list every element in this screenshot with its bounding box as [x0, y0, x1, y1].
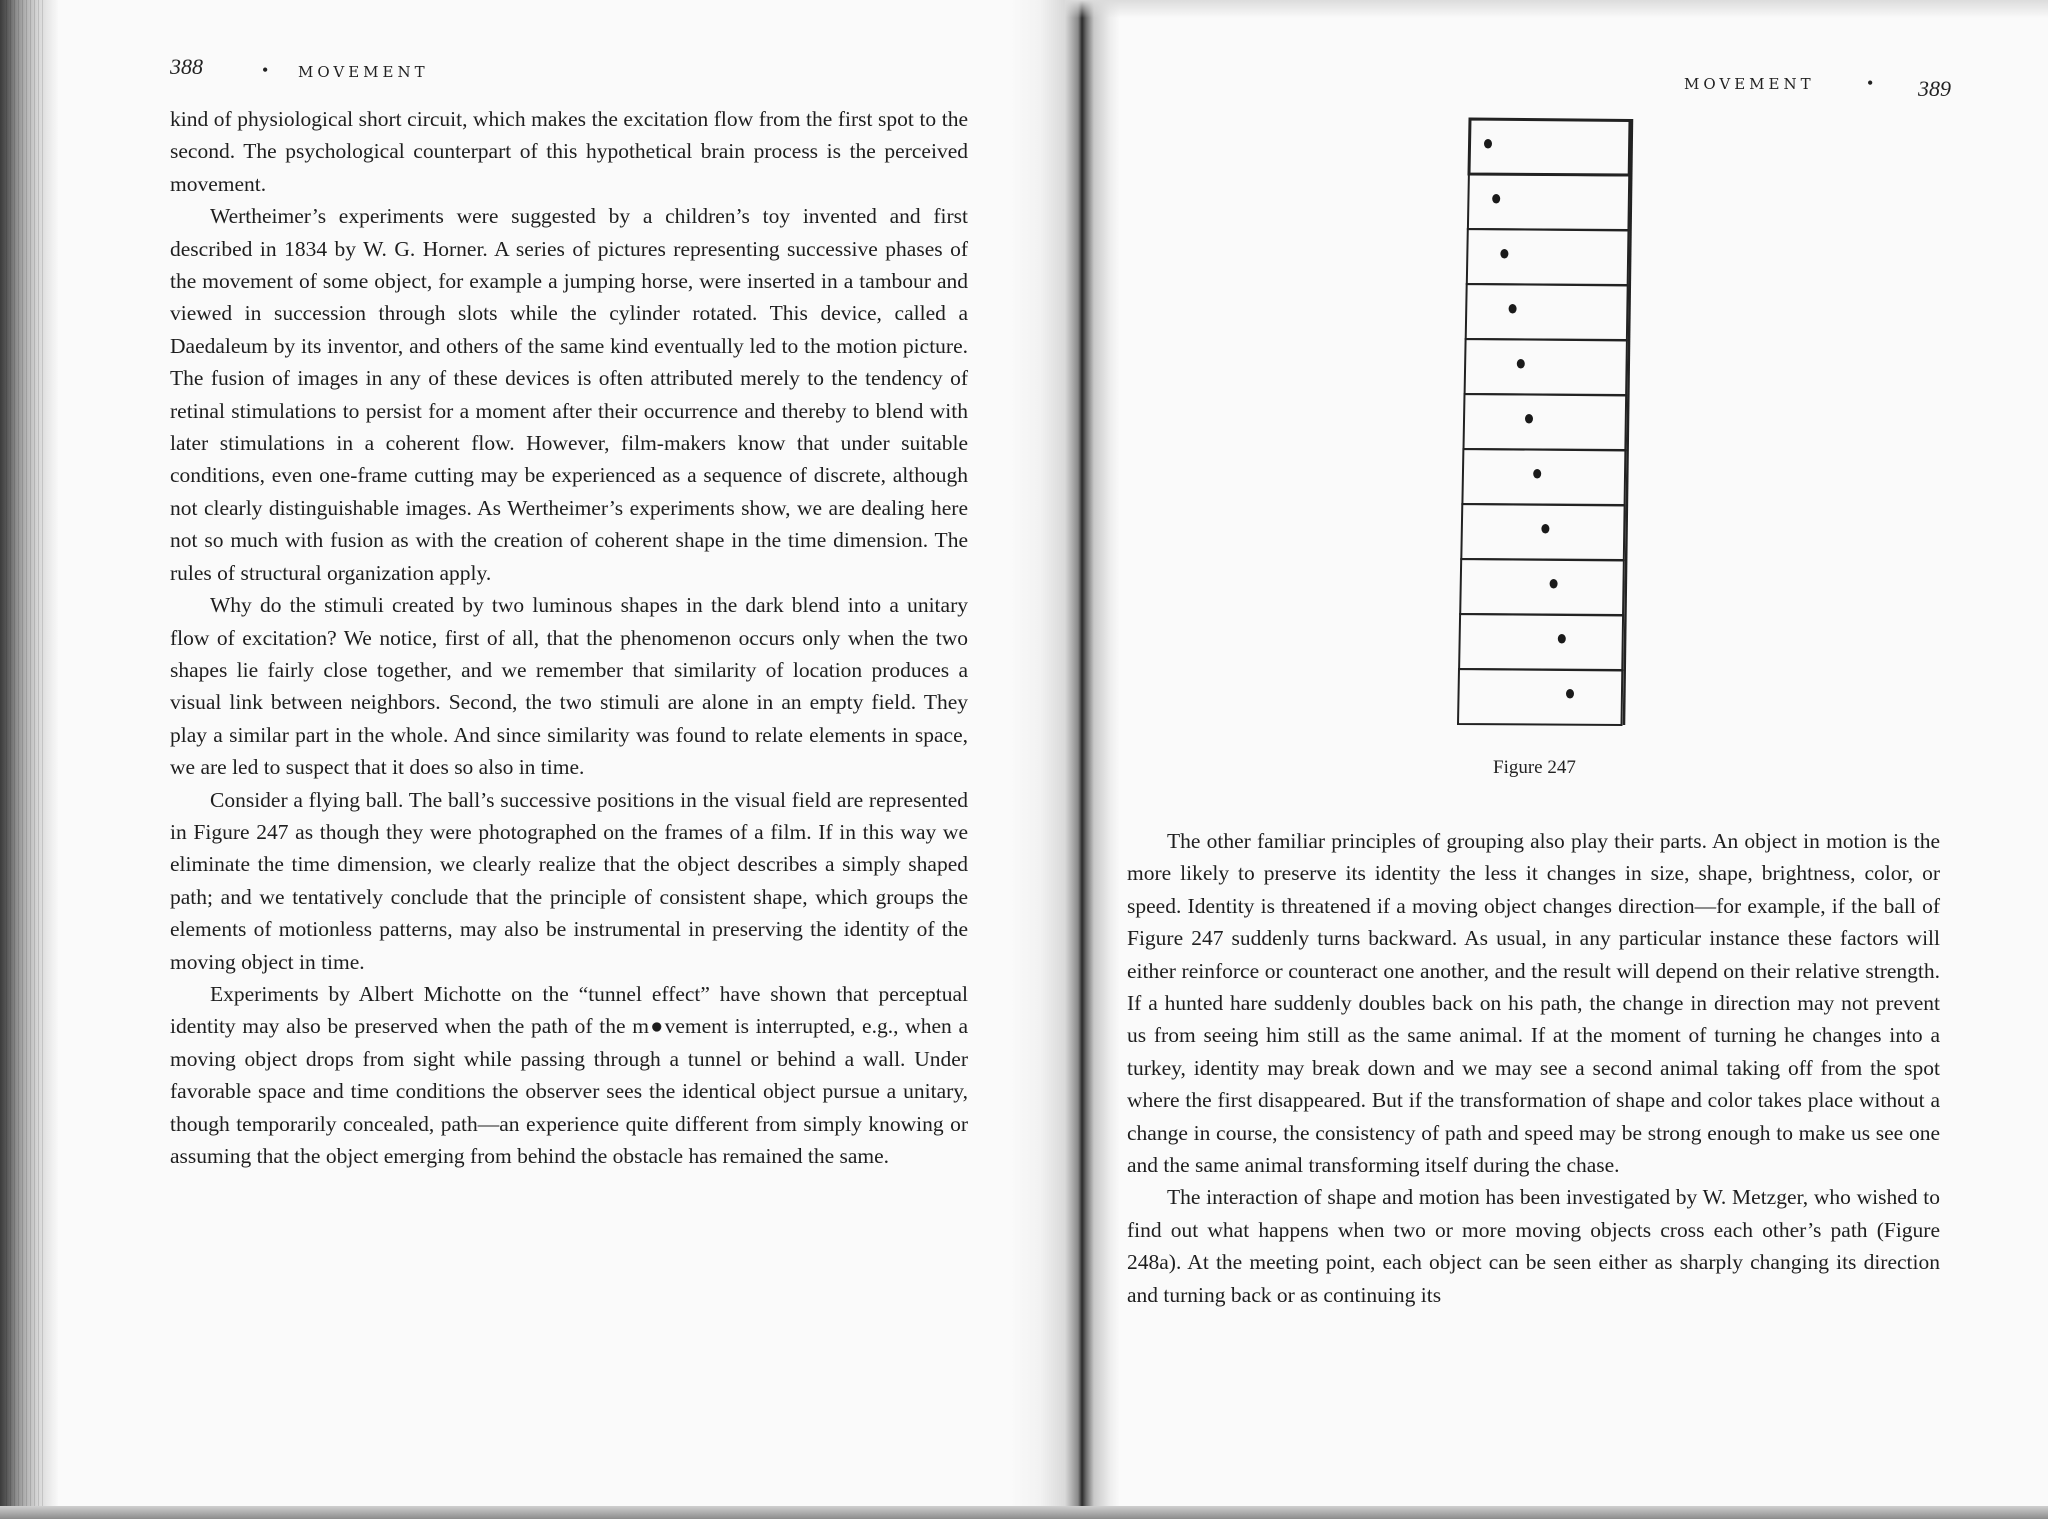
ball-dot — [1541, 524, 1549, 534]
film-frame — [1467, 229, 1629, 285]
ball-dot — [1492, 194, 1500, 204]
ball-dot — [1533, 469, 1541, 479]
right-page-body — [1127, 825, 1940, 1311]
ball-dot — [1566, 689, 1574, 699]
left-page-body — [170, 103, 968, 1172]
running-head-left: MOVEMENT — [298, 63, 429, 81]
paragraph: Wertheimer’s experiments were suggested by a children’s toy invented and first described in 1834 by W. G. Horner. A series of pictures representing successive phases of the movement of some object, for example a jumping horse, were inserted in a tambour and viewed in succession through slots while the cylinder rotated. This device, called a Daedaleum by its inventor, and others of the same kind eventually led to the motion picture. The fusion of images in any of these devices is often attributed merely to the tendency of retinal stimulations to persist for a moment after their occurrence and thereby to blend with later stimulations in a coherent flow. However, film-makers know that under suitable conditions, even one-frame cutting may be experienced as a sequence of discrete, although not clearly distinguishable images. As Wertheimer’s experiments show, we are dealing here not so much with fusion as with the creation of coherent shape in the time dimension. The rules of structural organization apply. — [170, 204, 968, 585]
film-frame — [1458, 669, 1622, 725]
film-frame — [1459, 614, 1623, 670]
film-frame — [1469, 119, 1630, 175]
ball-dot — [1525, 414, 1533, 424]
ball-dot — [1500, 249, 1508, 259]
film-frames-diagram — [1455, 115, 1655, 735]
ball-dot — [1550, 579, 1558, 589]
paragraph: The interaction of shape and motion has been investigated by W. Metzger, who wished to find out what happens when two or more moving objects cross each other’s path (Figure 248a). At the meeting point, each object can be seen either as sharply changing its direction and turning back or as continuing its — [1127, 1185, 1940, 1307]
ball-dot — [1558, 634, 1566, 644]
film-frame — [1462, 449, 1625, 505]
ball-dot — [1484, 139, 1492, 149]
page-shadow — [1065, 0, 2048, 18]
film-frame — [1460, 559, 1624, 615]
film-frame — [1468, 174, 1629, 230]
film-frame — [1464, 394, 1627, 450]
film-frame — [1466, 284, 1628, 340]
film-frame — [1465, 339, 1627, 395]
ball-dot — [1509, 304, 1517, 314]
book-edge-left — [0, 0, 58, 1519]
running-head-bullet: • — [262, 60, 269, 80]
running-head-bullet: • — [1867, 73, 1874, 93]
book-gutter — [1010, 0, 1120, 1519]
film-frame — [1461, 504, 1624, 560]
paragraph: Consider a flying ball. The ball’s successive positions in the visual field are represented in Figure 247 as though they were photographed on the frames of a film. If in this way we eliminate the time dimension, we clearly realize that the object describes a simply shaped path; and we tentatively conclude that the principle of consistent shape, which groups the elements of motionless patterns, may also be instrumental in preserving the identity of the moving object in time. — [170, 787, 968, 974]
page-number-left: 388 — [170, 54, 203, 79]
paragraph: Why do the stimuli created by two luminous shapes in the dark blend into a unitary flow of excitation? We notice, first of all, that the phenomenon occurs only when the two shapes lie fairly close together, and we remember that similarity of location produces a visual link between neighbors. Second, the two stimuli are alone in an empty field. They play a similar part in the whole. And since similarity was found to relate elements in space, we are led to suspect that it does so also in time. — [170, 593, 968, 780]
paragraph: kind of physiological short circuit, which makes the excitation flow from the first spot to the second. The psychological counterpart of this hypothetical brain process is the perceived movement. — [170, 107, 968, 196]
figure-caption: Figure 247 — [1493, 757, 1576, 778]
paragraph: Experiments by Albert Michotte on the “tunnel effect” have shown that perceptual identity may also be preserved when the path of the m●vement is interrupted, e.g., when a moving object drops from sight while passing through a tunnel or behind a wall. Under favorable space and time conditions the observer sees the identical object pursue a unitary, though temporarily concealed, path—an experience quite different from simply knowing or assuming that the object emerging from behind the obstacle has remained the same. — [170, 981, 968, 1168]
figure-247-film-frames — [1455, 115, 1655, 735]
page-number-right: 389 — [1918, 76, 1951, 101]
running-head-right: MOVEMENT — [1684, 75, 1815, 93]
scan-bottom-edge — [0, 1506, 2048, 1519]
ball-dot — [1517, 359, 1525, 369]
paragraph: The other familiar principles of grouping also play their parts. An object in motion is the more likely to preserve its identity the less it changes in size, shape, brightness, color, or speed. Identity is threatened if a moving object changes direction—for example, if the ball of Figure 247 suddenly turns backward. As usual, in any particular instance these factors will either reinforce or counteract one another, and the result will depend on their relative strength. If a hunted hare suddenly doubles back on his path, the change in direction may not prevent us from seeing him still as the same animal. If at the moment of turning he changes into a turkey, identity may break down and we may see a second animal taking off from the spot where the first disappeared. But if the transformation of shape and color takes place without a change in course, the consistency of path and speed may be strong enough to make us see one and the same animal transforming itself during the chase. — [1127, 829, 1940, 1178]
